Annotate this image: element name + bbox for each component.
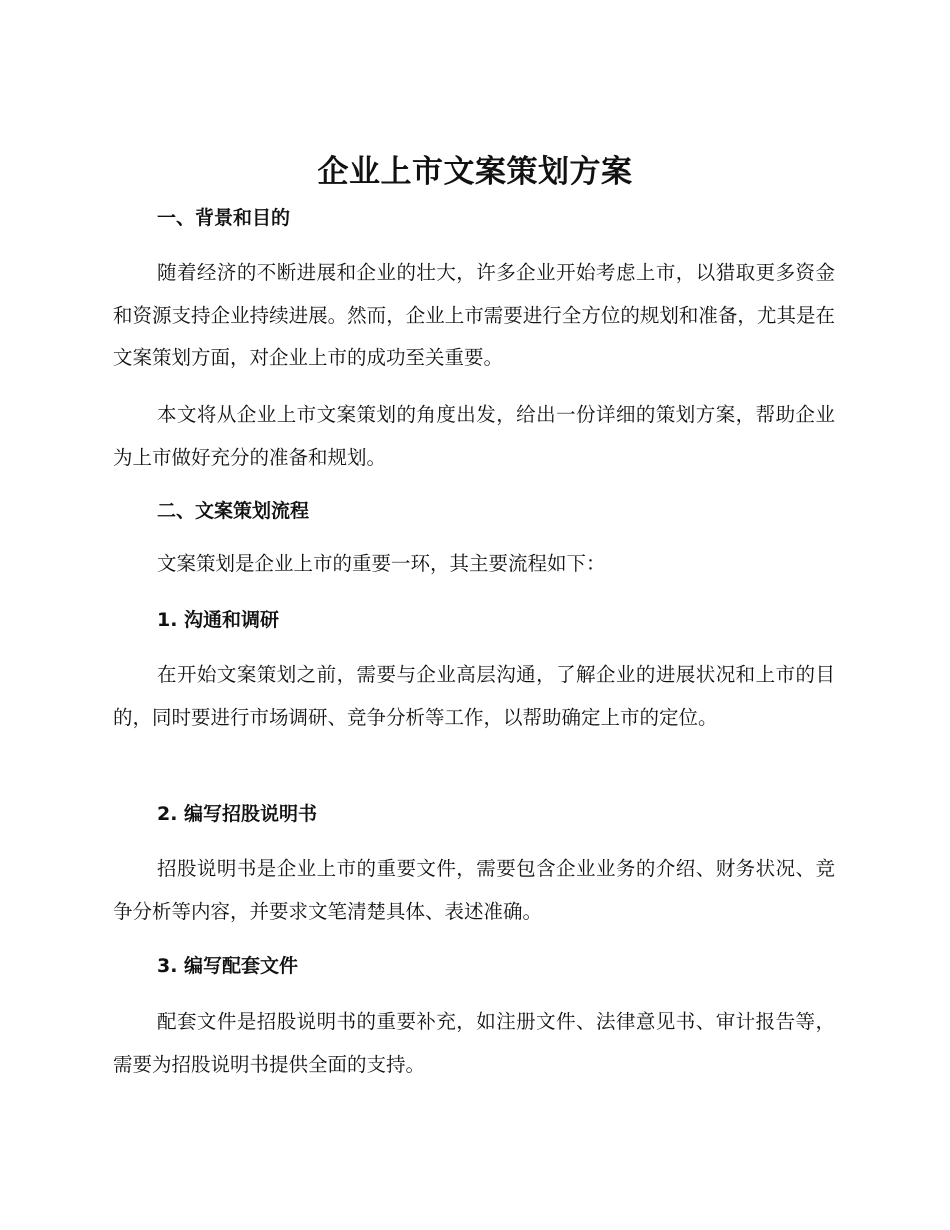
section-heading-background: 一、背景和目的 (157, 207, 291, 229)
step-heading-research: 1. 沟通和调研 (157, 609, 280, 631)
section-heading-process: 二、文案策划流程 (157, 500, 310, 522)
paragraph-process-intro: 文案策划是企业上市的重要一环，其主要流程如下： (157, 552, 606, 575)
paragraph-background-1: 随着经济的不断进展和企业的壮大，许多企业开始考虑上市，以猎取更多资金和资源支持企业持续进展。然而，企业上市需要进行全方位的规划和准备，尤其是在文案策划方面，对企业上市的成功至关重要。 (113, 261, 835, 369)
document-title: 企业上市文案策划方案 (317, 154, 633, 190)
step-heading-supporting-docs: 3. 编写配套文件 (157, 955, 299, 977)
paragraph-background-2: 本文将从企业上市文案策划的角度出发，给出一份详细的策划方案，帮助企业为上市做好充分的准备和规划。 (113, 403, 835, 469)
paragraph-research: 在开始文案策划之前，需要与企业高层沟通，了解企业的进展状况和上市的目的，同时要进行市场调研、竞争分析等工作，以帮助确定上市的定位。 (113, 663, 835, 729)
paragraph-prospectus: 招股说明书是企业上市的重要文件，需要包含企业业务的介绍、财务状况、竞争分析等内容，并要求文笔清楚具体、表述准确。 (113, 857, 835, 923)
step-heading-prospectus: 2. 编写招股说明书 (157, 803, 318, 825)
paragraph-supporting-docs: 配套文件是招股说明书的重要补充，如注册文件、法律意见书、审计报告等，需要为招股说明书提供全面的支持。 (113, 1010, 835, 1076)
